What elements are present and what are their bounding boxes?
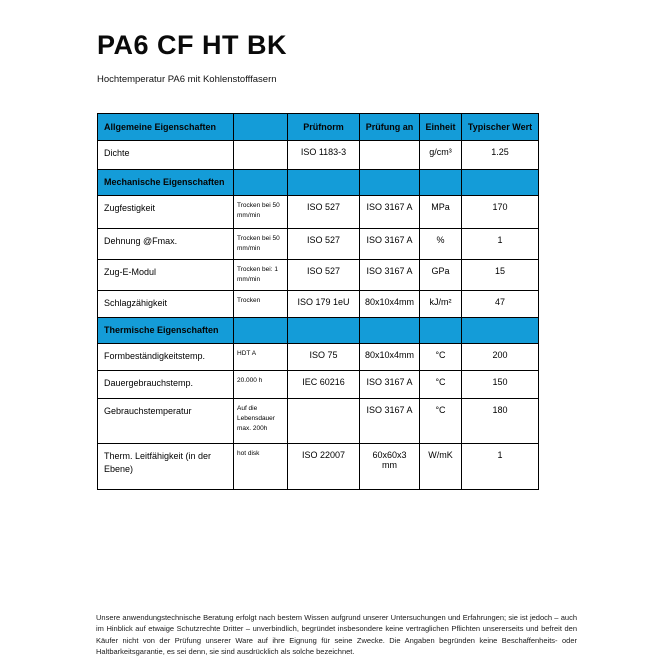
table-row [98, 444, 539, 490]
table-cell: Dehnung @Fmax. [98, 229, 234, 260]
table-row [98, 344, 539, 371]
table-cell [462, 170, 539, 196]
table-cell: kJ/m² [420, 291, 462, 318]
column-header-pruefnorm: Prüfnorm [288, 114, 360, 141]
table-cell [234, 170, 288, 196]
table-row [98, 291, 539, 318]
table-cell: Trocken bei: 1 mm/min [234, 260, 288, 291]
table-cell: ISO 3167 A [360, 371, 420, 399]
table-cell: 1.25 [462, 141, 539, 170]
table-row [98, 229, 539, 260]
table-cell: Formbeständigkeitstemp. [98, 344, 234, 371]
table-cell [288, 170, 360, 196]
table-cell: GPa [420, 260, 462, 291]
table-cell [360, 170, 420, 196]
table-cell [360, 141, 420, 170]
properties-table [97, 113, 539, 490]
column-header-condition [234, 114, 288, 141]
table-cell: % [420, 229, 462, 260]
table-body [98, 141, 539, 490]
table-cell [234, 141, 288, 170]
table-cell: Mechanische Eigenschaften [98, 170, 234, 196]
table-cell: ISO 3167 A [360, 399, 420, 444]
table-cell: 80x10x4mm [360, 291, 420, 318]
table-cell [234, 318, 288, 344]
table-cell: ISO 3167 A [360, 229, 420, 260]
column-header-einheit: Einheit [420, 114, 462, 141]
table-row [98, 141, 539, 170]
table-cell: ISO 3167 A [360, 196, 420, 229]
table-cell: ISO 22007 [288, 444, 360, 490]
column-header-typischer-wert: Typischer Wert [462, 114, 539, 141]
table-cell: HDT A [234, 344, 288, 371]
table-cell [462, 318, 539, 344]
column-header-allgemeine-eigenschaften: Allgemeine Eigenschaften [98, 114, 234, 141]
table-cell: Zugfestigkeit [98, 196, 234, 229]
table-cell: °C [420, 399, 462, 444]
table-cell: 150 [462, 371, 539, 399]
page-subtitle: Hochtemperatur PA6 mit Kohlenstofffasern [97, 74, 277, 85]
page-title: PA6 CF HT BK [97, 30, 288, 60]
table-cell [288, 318, 360, 344]
table-cell: 60x60x3 mm [360, 444, 420, 490]
table-cell: Trocken bei 50 mm/min [234, 229, 288, 260]
table-cell: Zug-E-Modul [98, 260, 234, 291]
table-cell: ISO 75 [288, 344, 360, 371]
table-cell: 180 [462, 399, 539, 444]
table-row [98, 399, 539, 444]
table-cell: Trocken bei 50 mm/min [234, 196, 288, 229]
table-cell: Dichte [98, 141, 234, 170]
table-cell: ISO 3167 A [360, 260, 420, 291]
table-cell: Schlagzähigkeit [98, 291, 234, 318]
table-cell [420, 170, 462, 196]
table-cell: 1 [462, 229, 539, 260]
table-cell: hot disk [234, 444, 288, 490]
table-cell [360, 318, 420, 344]
table-cell: 1 [462, 444, 539, 490]
table-cell: ISO 527 [288, 229, 360, 260]
table-cell: Auf die Lebensdauer max. 200h [234, 399, 288, 444]
table-cell: 15 [462, 260, 539, 291]
table-cell: Thermische Eigenschaften [98, 318, 234, 344]
table-cell: °C [420, 344, 462, 371]
table-row [98, 260, 539, 291]
column-header-pruefung-an: Prüfung an [360, 114, 420, 141]
table-cell: Trocken [234, 291, 288, 318]
table-cell [288, 399, 360, 444]
table-row [98, 196, 539, 229]
table-cell: ISO 527 [288, 260, 360, 291]
table-cell: 20.000 h [234, 371, 288, 399]
footer-disclaimer: Unsere anwendungstechnische Beratung erfolgt nach bestem Wissen aufgrund unserer Untersuchungen und Erfahrungen; sie ist jedoch – auch im Hinblick auf etwaige Schutzrechte Dritter – unverbindlich, begründet insbesondere keine vertraglichen Pflichten unsererseits und befreit den Käufer nicht von der Prüfung unserer Ware auf ihre Eignung für seine Zwecke. Die Angaben begründen keine Beschaffenheits- oder Haltbarkeitsgarantie, es sei denn, sie sind ausdrücklich als solche bezeichnet. [96, 613, 577, 656]
table-header-row [98, 114, 539, 141]
table-cell: Gebrauchstemperatur [98, 399, 234, 444]
table-cell: W/mK [420, 444, 462, 490]
section-header-row [98, 318, 539, 344]
table-cell: MPa [420, 196, 462, 229]
table-cell: IEC 60216 [288, 371, 360, 399]
table-cell: 170 [462, 196, 539, 229]
table-cell [420, 318, 462, 344]
section-header-row [98, 170, 539, 196]
table-cell: ISO 1183-3 [288, 141, 360, 170]
table-cell: g/cm³ [420, 141, 462, 170]
table-cell: ISO 527 [288, 196, 360, 229]
content-area [97, 30, 538, 490]
table-cell: 200 [462, 344, 539, 371]
table-cell: °C [420, 371, 462, 399]
table-cell: 80x10x4mm [360, 344, 420, 371]
table-cell: Therm. Leitfähigkeit (in der Ebene) [98, 444, 234, 490]
table-cell: Dauergebrauchstemp. [98, 371, 234, 399]
table-cell: 47 [462, 291, 539, 318]
table-cell: ISO 179 1eU [288, 291, 360, 318]
table-row [98, 371, 539, 399]
